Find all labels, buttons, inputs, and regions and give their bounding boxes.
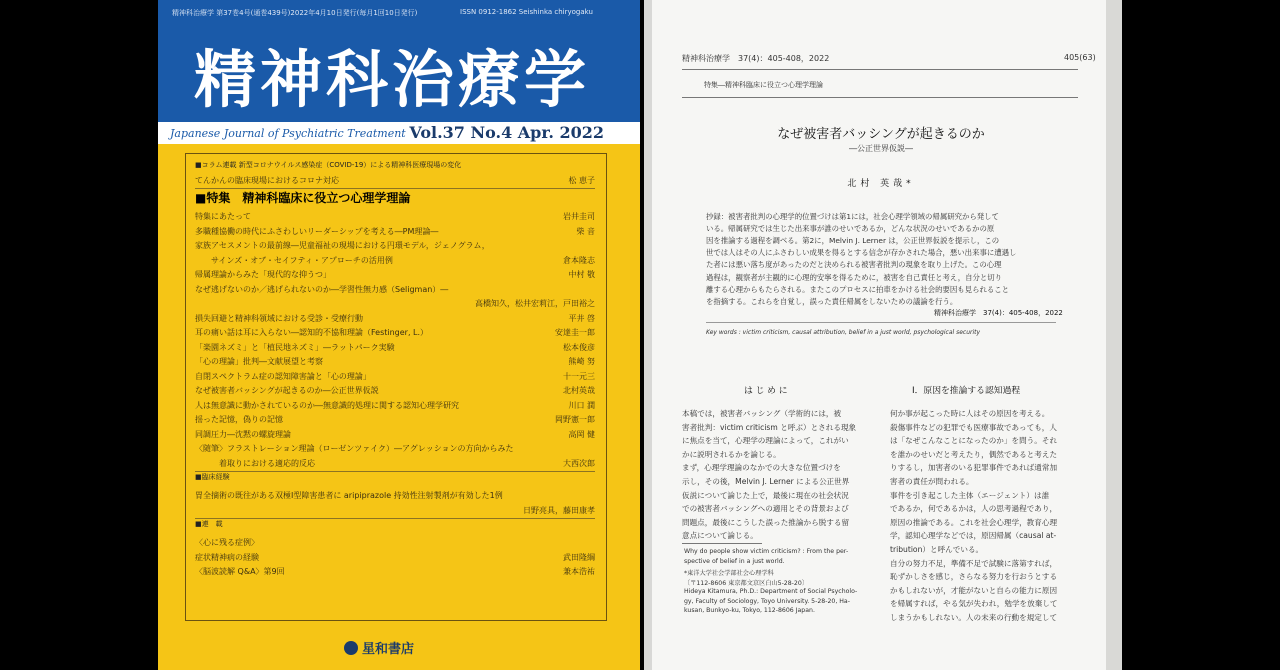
toc-entry: 自閉スペクトラム症の認知障害論と「心の理論」 (195, 371, 371, 381)
body-line: 自分の努力不足，準備不足で試験に落第すれば， (890, 558, 1058, 568)
footnote-line: Why do people show victim criticism? : From the per- (684, 548, 849, 555)
abstract-line: 離する心理からもたらされる。またこのプロセスに拍車をかける社会的要因も見られること (706, 284, 1010, 294)
toc-entry-author: 倉本隆志 (563, 255, 595, 265)
toc-entry: 「心の理論」批判―文献展望と考察 (195, 357, 323, 366)
page-edge-strip (1106, 0, 1122, 670)
cover-english-bar (158, 122, 640, 144)
body-line: 意点について論じる。 (682, 531, 758, 541)
body-line: まず，心理学理論のなかでの大きな位置づけを (682, 463, 841, 473)
toc-entry-author: 安達圭一郎 (555, 328, 595, 337)
body-line: に焦点を当て，心理学の理論によって，これがい (682, 436, 849, 446)
toc-entry-author: 兼本浩祐 (563, 567, 595, 576)
footnote-line: *東洋大学社会学部社会心理学科 (684, 569, 774, 577)
header-rule (682, 69, 1078, 70)
toc-entry: 症状精神病の経験 (195, 552, 259, 562)
article-title: なぜ被害者バッシングが起きるのか (777, 127, 985, 142)
body-line: 示し，その後，Melvin J. Lerner による公正世界 (682, 477, 850, 486)
toc-entry: 耳の痛い話は耳に入らない―認知的不協和理論（Festinger, L.） (195, 328, 429, 337)
publisher-logo-icon (344, 641, 358, 655)
body-line: を誰かのせいだと考えたり，偶然であると考えた (890, 449, 1058, 459)
cover-english-title: Japanese Journal of Psychiatric Treatment (170, 127, 406, 140)
toc-entry: 着取りにおける適応的反応 (195, 458, 315, 468)
toc-entry: ■連 載 (195, 520, 223, 528)
left-column-heading: は じ め に (744, 386, 788, 396)
article-author: 北村 英哉* (847, 179, 915, 189)
citation: 精神科治療学 37(4)：405-408，2022 (934, 309, 1063, 317)
toc-entry-author: 柴 音 (576, 226, 595, 236)
body-line: かもしれないが，才能がないと自らの能力に原因 (890, 585, 1058, 595)
toc-entry: なぜ被害者バッシングが起きるのか―公正世界仮説 (195, 386, 379, 395)
toc-entry-author: 大西次郎 (563, 458, 595, 468)
body-line: は「なぜこんなことになったのか」を問う。それ (890, 436, 1058, 446)
keywords: Key words : victim criticism, causal attribution, belief in a just world, psychological security (706, 329, 981, 336)
page-shadow-edge (644, 0, 652, 670)
toc-entry-author: 中村 敬 (568, 270, 595, 279)
toc-entry: ■特集 精神科臨床に役立つ心理学理論 (195, 191, 411, 205)
toc-entry-author: 高岡 健 (568, 429, 595, 439)
toc-entry: なぜ逃げないのか／逃げられないのか―学習性無力感（Seligman）― (195, 284, 449, 294)
abstract-line: いる。帰属研究では生じた出来事が誰のせいであるか，どんな状況のせいであるかの原 (706, 224, 995, 234)
running-head: 精神科治療学 37(4)：405-408，2022 (682, 54, 830, 63)
body-line: 事件を引き起こした主体（エージェント）は誰 (890, 490, 1050, 500)
body-line: しまうかもしれない。人の未来の行動を規定して (890, 613, 1058, 622)
body-line: 害者批判：victim criticism と呼ぶ）とされる現象 (682, 422, 857, 432)
publisher-name: 星和書店 (362, 642, 415, 657)
toc-entry-author: 高橋知久，松井宏莉江，戸田裕之 (475, 299, 595, 308)
toc-entry: 〈脳波読解 Q&A〉第9回 (195, 567, 285, 576)
toc-entry-author: 北村英哉 (563, 386, 595, 395)
footnote-line: gy, Faculty of Sociology, Toyo University. 5-28-20, Ha- (684, 597, 850, 605)
publisher (344, 638, 414, 657)
footnote-line: Hideya Kitamura, Ph.D.: Department of Social Psycholo- (684, 587, 858, 595)
abstract-line: た者には悪い落ち度があったのだと決められる被害者批判の現象を取り上げた。この心理 (706, 260, 1002, 270)
toc-entry-author: 川口 潤 (568, 400, 595, 410)
abstract-line: 過程は，観察者が主観的に心理的安寧を得るために，被害を自己責任と考え，自分と切り (706, 272, 1003, 282)
footnote-line: 〔〒112-8606 東京都文京区白山5-28-20〕 (684, 579, 808, 587)
cover-issn: ISSN 0912-1862 Seishinka chiryogaku (460, 8, 593, 16)
body-line: 仮説について論じた上で，最後に現在の社会状況 (682, 490, 849, 500)
toc-entry: ■臨床経験 (195, 473, 230, 481)
toc-entry: 多職種協働の時代にふさわしいリーダーシップを考える―PM理論― (195, 226, 439, 236)
body-line: を帰属すれば，やる気が失われ，勉学を放棄して (890, 599, 1058, 609)
footnote-line: kusan, Bunkyo-ku, Tokyo, 112-8606 Japan. (684, 607, 815, 615)
toc-entry: 〈心に残る症例〉 (195, 538, 259, 547)
cover-issue-line (172, 8, 632, 18)
right-column-heading: I．原因を推論する認知過程 (912, 386, 1021, 396)
toc-entry-author: 武田隆綱 (563, 552, 595, 562)
cover-title-band (158, 0, 640, 122)
body-line: 何か事が起こった時に人はその原因を考える。 (890, 409, 1050, 418)
body-line: 学，認知心理学などでは，原因帰属（causal at- (890, 531, 1057, 541)
cover-volume: Vol.37 No.4 Apr. 2022 (409, 123, 604, 142)
toc-entry-author: 十一元三 (563, 371, 595, 381)
toc-entry: 家族アセスメントの最前線―児童福祉の現場における円環モデル，ジェノグラム， (195, 241, 490, 250)
cover-issue-text: 精神科治療学 第37巻4号(通巻439号)2022年4月10日発行(毎月1回10日発行) (172, 9, 418, 17)
toc-entry: 胃全摘術の既往がある双極Ⅰ型障害患者に aripiprazole 持効性注射製剤が有効した1例 (195, 491, 503, 500)
page-number: 405(63) (1064, 53, 1096, 62)
body-line: 原因の推論である。これを社会心理学，教育心理 (890, 517, 1058, 527)
toc-entry: 帰属理論からみた「現代的な抑うつ」 (195, 270, 331, 279)
section-rule (682, 97, 1078, 98)
body-line: 殺傷事件などの犯罪でも医療事故であっても，人 (890, 422, 1057, 432)
cover-title: 精神科治療学 (194, 43, 591, 116)
toc-entry-author: 松 恵子 (568, 175, 595, 185)
toc-entry: てんかんの臨床現場におけるコロナ対応 (195, 175, 339, 185)
toc-entry-author: 平井 啓 (568, 313, 595, 323)
article-page (644, 0, 1118, 670)
toc-entry: 揺った記憶，偽りの記憶 (195, 415, 283, 424)
toc-entry-author: 松本俊彦 (563, 342, 595, 352)
toc-entry: 損失回避と精神科領域における受診・受療行動 (195, 313, 363, 323)
body-line: での被害者バッシングへの適用とその背景および (682, 504, 849, 514)
body-line: 恥ずかしさを感じ，さらなる努力を行おうとする (890, 572, 1058, 582)
toc-entry: 人は無意識に動かされているのか―無意識的処理に関する認知心理学研究 (195, 400, 459, 410)
toc-entry-author: 岩井圭司 (563, 212, 595, 221)
body-line: 本稿では，被害者バッシング（学術的には，被 (682, 409, 842, 418)
body-line: であるか，何であるかは，人の思考過程であり， (890, 504, 1058, 514)
body-line: 問題点，最後にこうした誤った推論から脱する留 (682, 517, 850, 527)
toc-entry-author: 熊崎 努 (568, 357, 595, 366)
abstract-rule (706, 322, 1056, 323)
cover-table-of-contents (185, 153, 607, 621)
abstract-line: 抄録：被害者批判の心理学的位置づけは第1には，社会心理学領域の帰属研究から発して (706, 212, 999, 221)
body-line: 害者の責任が問われる。 (890, 477, 974, 486)
abstract-line: 因を推論する過程を調べる。第2に，Melvin J. Lerner は，公正世界仮説を提示し，この (706, 236, 1000, 246)
body-line: りするし，加害者のいる犯罪事件であれば通常加 (890, 463, 1058, 473)
abstract-line: 世では人はその人にふさわしい成果を得るとする信念が存かされた場合，悪い出来事に遭遇し (706, 248, 1017, 258)
journal-cover (158, 0, 640, 670)
toc-entry: サインズ・オブ・セイフティ・アプローチの活用例 (195, 255, 393, 265)
toc-entry: 「楽園ネズミ」と「植民地ネズミ」―ラットパーク実験 (195, 342, 395, 352)
footnote-rule (682, 543, 762, 544)
body-line: tribution）と呼んでいる。 (890, 545, 984, 554)
toc-entry: ■コラム連載 新型コロナウイルス感染症（COVID-19）による精神科医療現場の変化 (195, 161, 462, 169)
abstract-line: を指摘する。これらを自覚し，誤った責任帰属をしないための議論を行う。 (706, 296, 958, 306)
footnote-line: spective of belief in a just world. (684, 557, 785, 565)
toc-entry-author: 岡野憲一郎 (555, 415, 595, 424)
toc-entry: 〈随筆〉フラストレーション理論（ローゼンツァイク）―アグレッションの方向からみた (195, 444, 514, 453)
toc-entry: 同調圧力―沈黙の螺旋理論 (195, 429, 291, 439)
article-subtitle: ―公正世界仮説― (849, 144, 913, 153)
body-line: かに説明されるかを論じる。 (682, 449, 781, 459)
section-label: 特集―精神科臨床に役立つ心理学理論 (704, 81, 823, 89)
toc-entry-author: 日野亮具，藤田康孝 (523, 505, 595, 515)
toc-entry: 特集にあたって (195, 212, 251, 221)
